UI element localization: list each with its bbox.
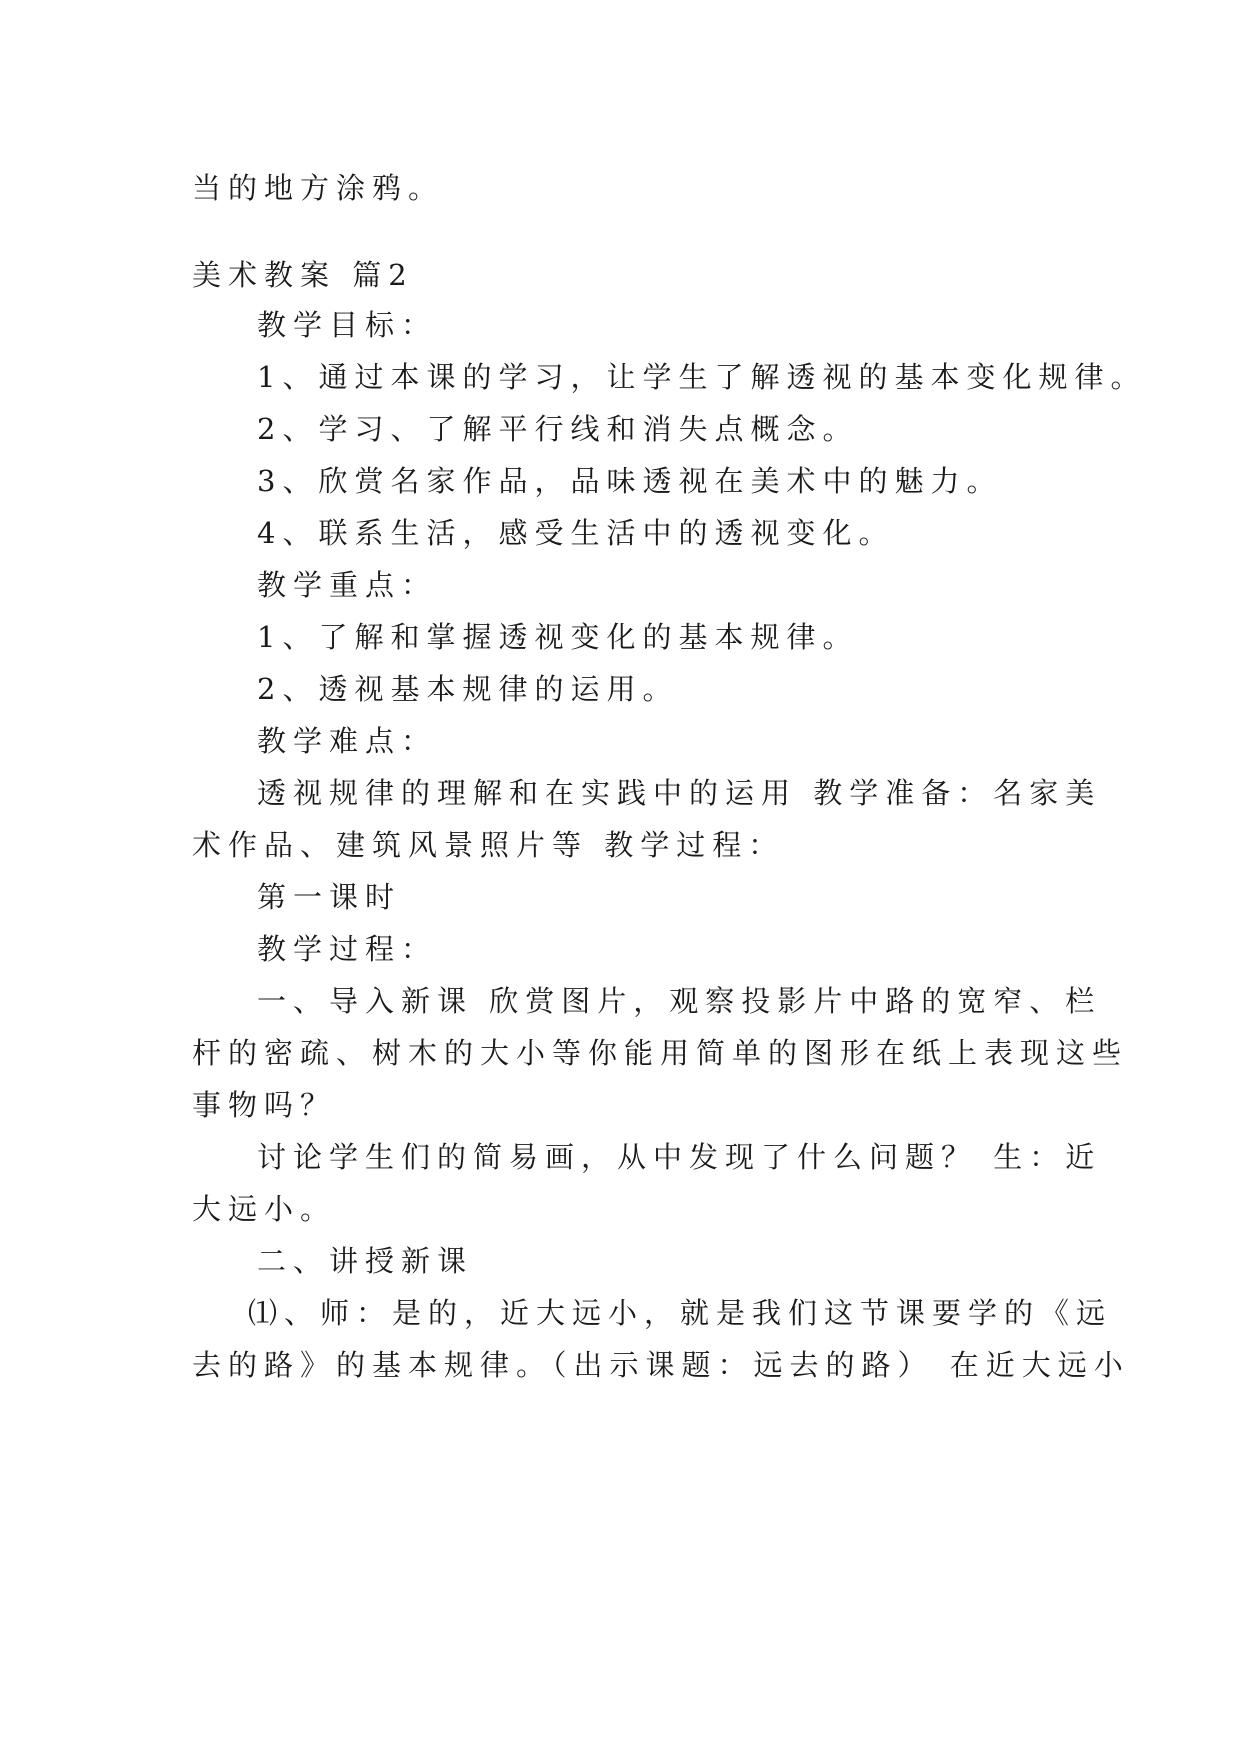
teacher-paragraph-line-1: ⑴、师：是的，近大远小，就是我们这节课要学的《远 xyxy=(248,1296,1113,1330)
objective-item-3: 3、欣赏名家作品，品味透视在美术中的魅力。 xyxy=(257,464,1003,498)
difficulty-paragraph-line-1: 透视规律的理解和在实践中的运用 教学准备：名家美 xyxy=(257,776,1102,810)
objective-item-1: 1、通过本课的学习，让学生了解透视的基本变化规律。 xyxy=(257,360,1147,394)
heading-key-points: 教学重点： xyxy=(257,568,438,602)
key-point-item-1: 1、了解和掌握透视变化的基本规律。 xyxy=(257,620,859,654)
key-point-item-2: 2、透视基本规律的运用。 xyxy=(257,672,679,706)
intro-paragraph-line-1: 一、导入新课 欣赏图片，观察投影片中路的宽窄、栏 xyxy=(257,984,1102,1018)
teacher-paragraph-line-2: 去的路》的基本规律。（出示课题：远去的路） 在近大远小 xyxy=(192,1348,1130,1382)
heading-difficulties: 教学难点： xyxy=(257,724,438,758)
heading-process: 教学过程： xyxy=(257,932,438,966)
paragraph-continuation: 当的地方涂鸦。 xyxy=(192,171,445,205)
intro-paragraph-line-2: 杆的密疏、树木的大小等你能用简单的图形在纸上表现这些 xyxy=(192,1036,1129,1070)
discussion-paragraph-line-2: 大远小。 xyxy=(192,1192,337,1226)
heading-new-lesson: 二、讲授新课 xyxy=(257,1244,474,1278)
difficulty-paragraph-line-2: 术作品、建筑风景照片等 教学过程： xyxy=(192,828,785,862)
intro-paragraph-line-3: 事物吗？ xyxy=(192,1088,337,1122)
discussion-paragraph-line-1: 讨论学生们的简易画，从中发现了什么问题？ 生：近 xyxy=(257,1140,1102,1174)
section-title: 美术教案 篇2 xyxy=(192,258,414,292)
heading-objectives: 教学目标： xyxy=(257,308,438,342)
objective-item-2: 2、学习、了解平行线和消失点概念。 xyxy=(257,412,859,446)
heading-first-lesson: 第一课时 xyxy=(257,880,402,914)
objective-item-4: 4、联系生活，感受生活中的透视变化。 xyxy=(257,516,895,550)
